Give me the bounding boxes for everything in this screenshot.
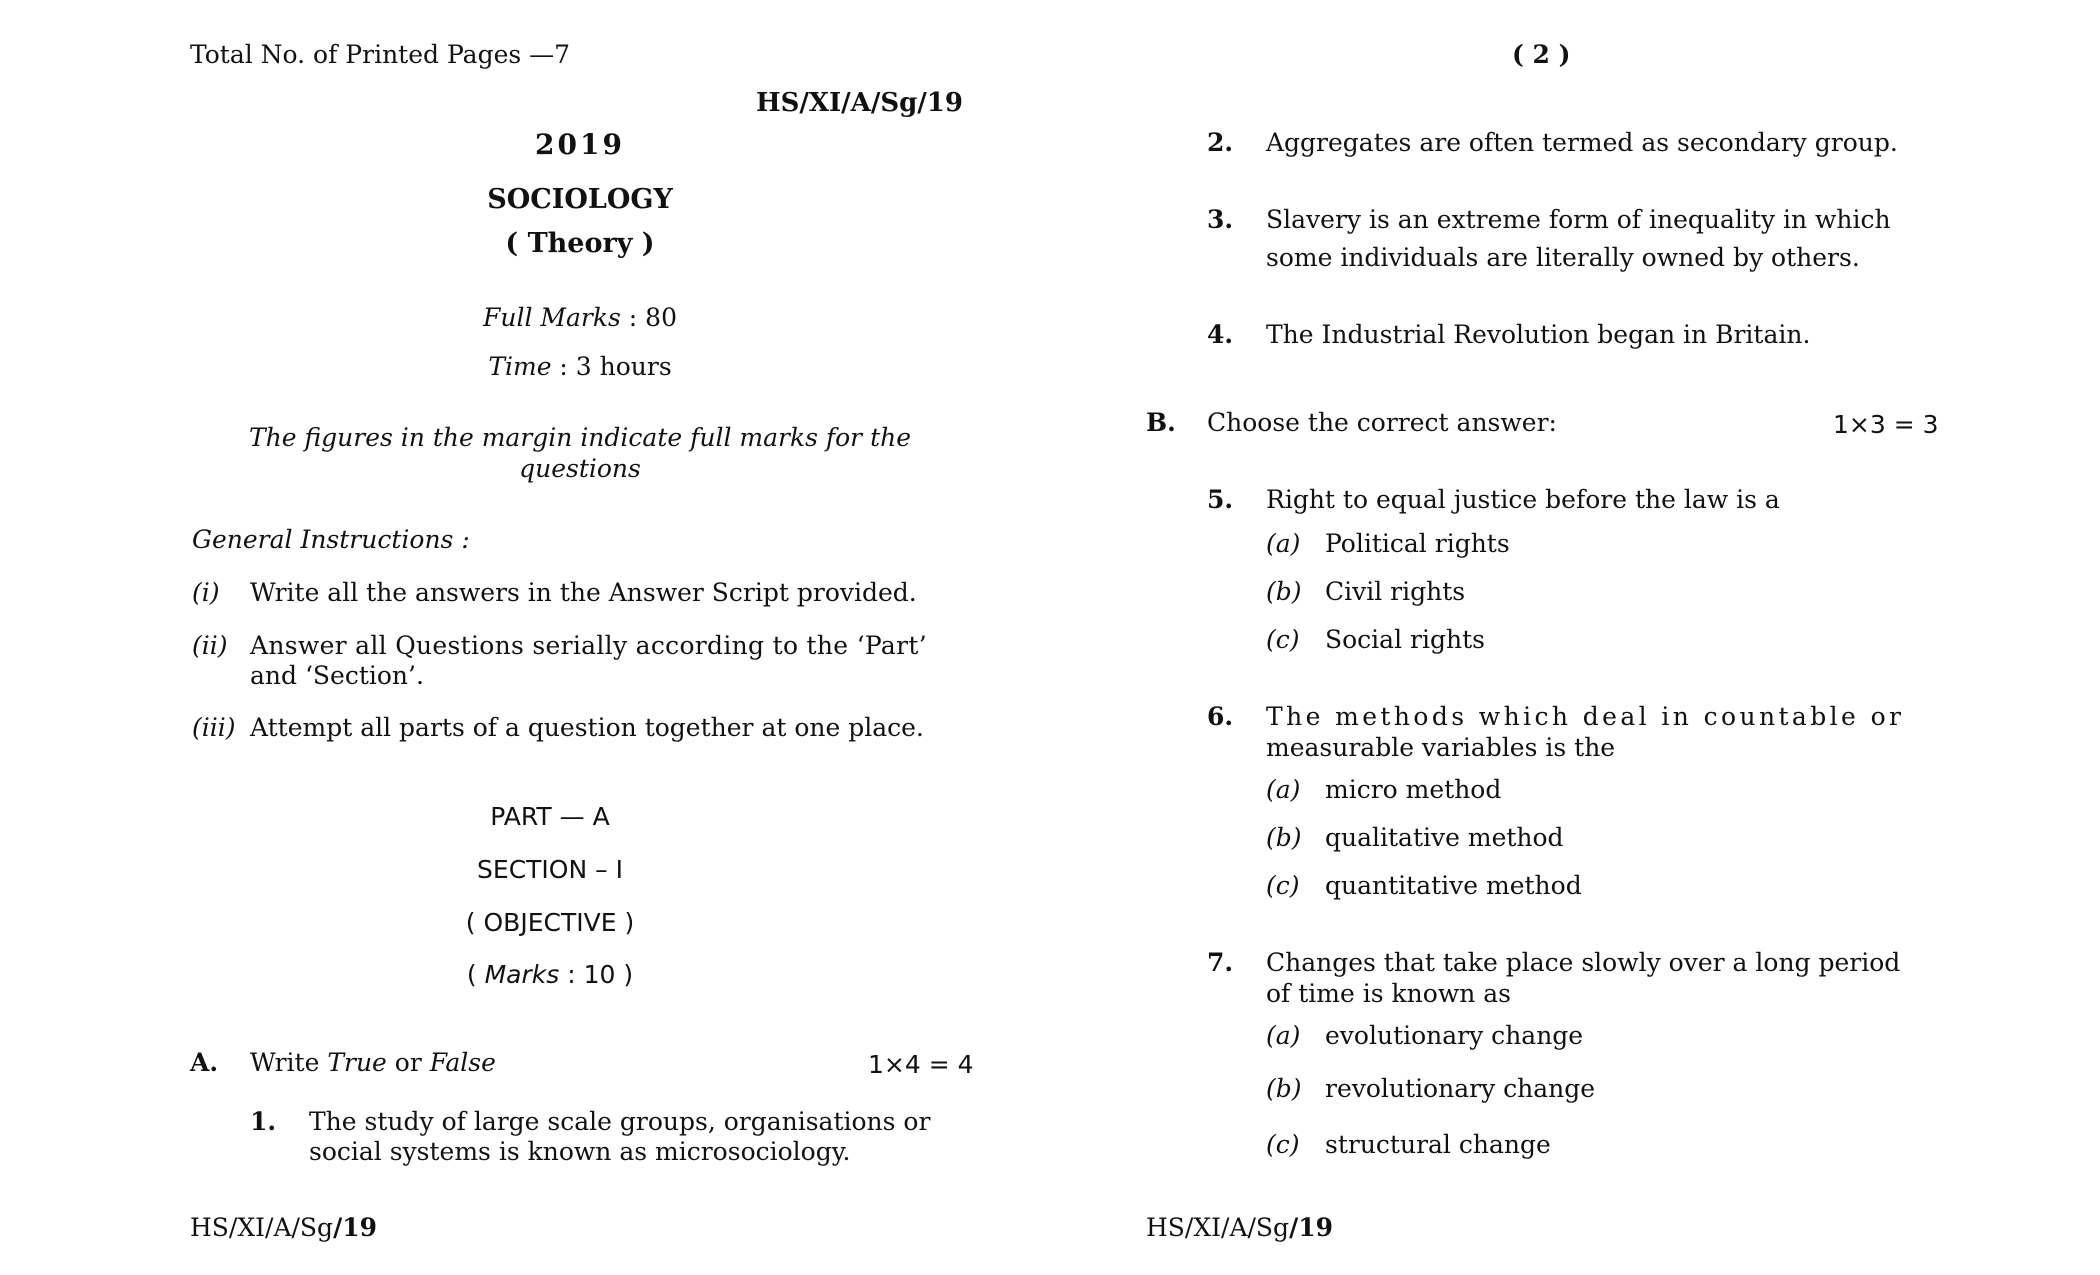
question-text: Changes that take place slowly over a long period <box>1266 948 1901 977</box>
instruction-text: Write all the answers in the Answer Script provided. <box>250 578 917 607</box>
objective-heading: ( OBJECTIVE ) <box>465 908 635 937</box>
footer-year: /19 <box>333 1213 377 1242</box>
section-a-marks: 1×4 = 4 <box>868 1050 974 1079</box>
full-marks-label: Full Marks <box>483 303 621 332</box>
option-text: quantitative method <box>1325 871 1582 900</box>
section-b-letter: B. <box>1146 408 1176 437</box>
paper-type: ( Theory ) <box>505 228 655 259</box>
exam-year: 2019 <box>535 128 625 161</box>
instruction-label: (i) <box>192 578 220 607</box>
instruction-text: Answer all Questions serially according to the ‘Part’ <box>250 631 927 660</box>
question-number: 2. <box>1207 128 1234 157</box>
section-b-marks: 1×3 = 3 <box>1833 410 1939 439</box>
instruction-text: Attempt all parts of a question together at one place. <box>250 713 924 742</box>
section-a-letter: A. <box>190 1048 219 1077</box>
option-label: (c) <box>1266 1130 1300 1159</box>
time-value: : 3 hours <box>551 352 672 381</box>
full-marks <box>380 303 780 332</box>
option-text: Political rights <box>1325 529 1510 558</box>
or-word: or <box>386 1048 430 1077</box>
section-a-instruction <box>250 1048 496 1077</box>
question-text-cont: measurable variables is the <box>1266 733 1616 762</box>
question-text: Slavery is an extreme form of inequality in which <box>1266 205 1891 234</box>
option-label: (a) <box>1266 529 1301 558</box>
question-number: 4. <box>1207 320 1234 349</box>
option-label: (b) <box>1266 823 1302 852</box>
option-text: qualitative method <box>1325 823 1564 852</box>
footer-paper-code <box>190 1213 377 1242</box>
question-text: Aggregates are often termed as secondary group. <box>1266 128 1898 157</box>
option-label: (a) <box>1266 775 1301 804</box>
time-allowed <box>380 352 780 381</box>
instruction-text-cont: and ‘Section’. <box>250 661 424 690</box>
subject-title: SOCIOLOGY <box>487 184 673 215</box>
footer-code: HS/XI/A/Sg <box>190 1213 334 1242</box>
page-number: ( 2 ) <box>1512 40 1571 69</box>
question-number: 6. <box>1207 702 1234 731</box>
false-word: False <box>429 1048 496 1077</box>
instruction-label: (iii) <box>192 713 236 742</box>
true-word: True <box>327 1048 387 1077</box>
option-label: (c) <box>1266 625 1300 654</box>
section-marks-label: Marks <box>484 960 560 989</box>
write-word: Write <box>250 1048 328 1077</box>
option-label: (b) <box>1266 577 1302 606</box>
instruction-label: (ii) <box>192 631 228 660</box>
part-heading: PART — A <box>490 802 610 831</box>
question-text: The Industrial Revolution began in Britain. <box>1266 320 1811 349</box>
time-label: Time <box>488 352 552 381</box>
question-text-cont: some individuals are literally owned by others. <box>1266 243 1860 272</box>
question-number: 5. <box>1207 485 1234 514</box>
general-instructions-heading: General Instructions : <box>192 525 470 554</box>
question-number: 3. <box>1207 205 1234 234</box>
question-text: The study of large scale groups, organisations or <box>309 1107 931 1136</box>
footer-code: HS/XI/A/Sg <box>1146 1213 1290 1242</box>
margin-note-line-2: questions <box>519 454 641 483</box>
question-text-cont: social systems is known as microsociology. <box>309 1137 851 1166</box>
option-text: micro method <box>1325 775 1502 804</box>
section-b-instruction: Choose the correct answer: <box>1207 408 1557 437</box>
option-text: structural change <box>1325 1130 1551 1159</box>
question-number: 7. <box>1207 948 1234 977</box>
printed-pages-count: Total No. of Printed Pages —7 <box>190 40 571 69</box>
option-label: (a) <box>1266 1021 1301 1050</box>
full-marks-value: : 80 <box>620 303 677 332</box>
footer-year: /19 <box>1289 1213 1333 1242</box>
question-text: Right to equal justice before the law is a <box>1266 485 1780 514</box>
option-label: (b) <box>1266 1074 1302 1103</box>
section-heading: SECTION – I <box>477 855 623 884</box>
paper-code: HS/XI/A/Sg/19 <box>756 88 963 118</box>
option-text: revolutionary change <box>1325 1074 1596 1103</box>
margin-note-line-1: The figures in the margin indicate full marks for the <box>248 423 912 452</box>
section-marks-value: : 10 ) <box>559 960 634 989</box>
question-text: The methods which deal in countable or <box>1266 702 1905 731</box>
footer-paper-code <box>1146 1213 1333 1242</box>
section-marks-open: ( <box>466 960 485 989</box>
question-number: 1. <box>250 1107 277 1136</box>
option-label: (c) <box>1266 871 1300 900</box>
section-marks <box>380 960 720 989</box>
option-text: Civil rights <box>1325 577 1466 606</box>
option-text: Social rights <box>1325 625 1485 654</box>
question-text-cont: of time is known as <box>1266 979 1511 1008</box>
option-text: evolutionary change <box>1325 1021 1584 1050</box>
